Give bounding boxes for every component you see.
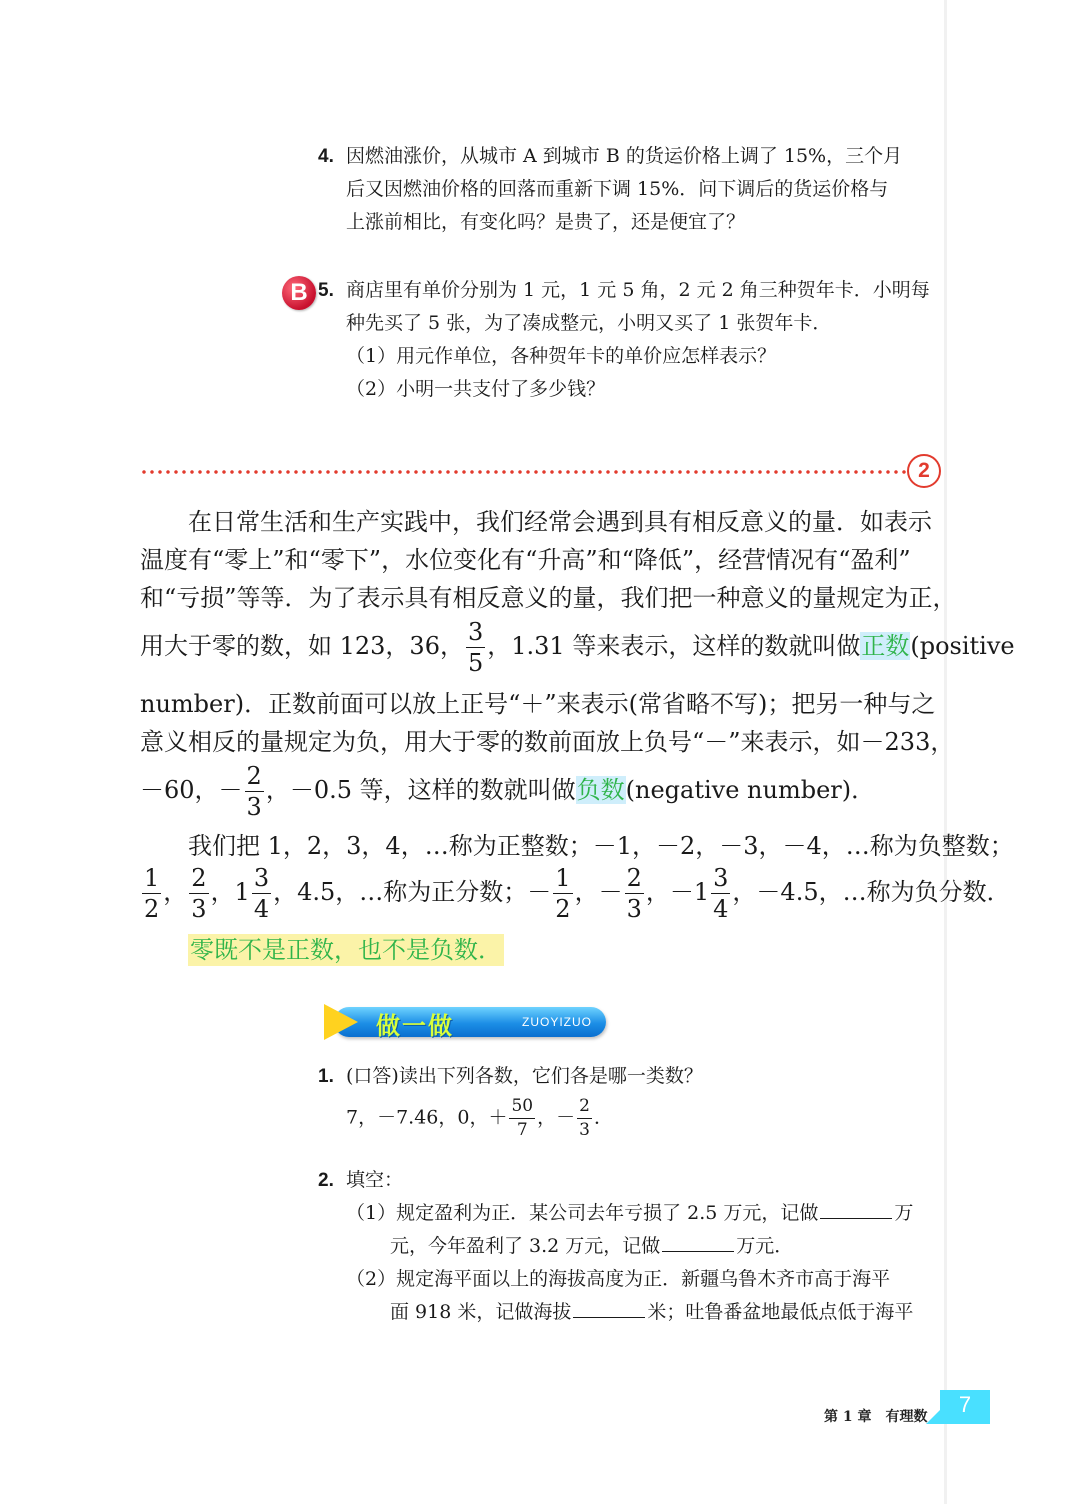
- fraction: [245, 764, 264, 819]
- text-run: 万: [894, 1202, 914, 1224]
- text-run: ，1: [210, 878, 250, 906]
- paragraph-line: 温度有“零上”和“零下”，水位变化有“升高”和“降低”，经营情况有“盈利”: [140, 546, 911, 574]
- text-run: ，－: [537, 1106, 576, 1129]
- denominator: 4: [253, 895, 270, 923]
- exercise-text: 种先买了 5 张，为了凑成整元，小明又买了 1 张贺年卡．: [346, 312, 832, 334]
- denominator: 4: [713, 895, 729, 923]
- exercise-subquestion: （1）用元作单位，各种贺年卡的单价应怎样表示？: [346, 345, 777, 367]
- activity-question-1: [318, 1060, 946, 1093]
- text-run: ，1.31 等来表示，这样的数就叫做: [487, 632, 861, 660]
- text-run: ，: [163, 878, 188, 906]
- text-run: 用大于零的数，如 123，36，: [140, 632, 464, 660]
- page-tab-wedge: [926, 1410, 940, 1424]
- key-statement: [188, 930, 994, 965]
- denominator: 3: [626, 895, 642, 923]
- fraction: [711, 866, 730, 921]
- fraction: [553, 866, 572, 921]
- exercise-subquestion: （2）小明一共支付了多少钱？: [346, 378, 606, 400]
- running-footer: [824, 1406, 942, 1426]
- paragraph-line: number)．正数前面可以放上正号“＋”来表示(常省略不写)；把另一种与之: [140, 690, 936, 718]
- paragraph-line: 意义相反的量规定为负，用大于零的数前面放上负号“－”来表示，如－233，: [140, 728, 955, 756]
- banner-subtitle: ZUOYIZUO: [522, 1015, 592, 1029]
- answer-blank[interactable]: [820, 1217, 892, 1219]
- numerator: 50: [511, 1096, 534, 1116]
- text-run: －60，－: [140, 776, 243, 804]
- text-run: ．: [593, 1106, 613, 1129]
- numerator: 3: [713, 864, 729, 892]
- numerator: 2: [246, 762, 262, 790]
- term-negative-number: 负数: [576, 776, 625, 804]
- exercise-text: 后又因燃油价格的回落而重新下调 15%．问下调后的货运价格与: [346, 178, 889, 200]
- text-run: 面 918 米，记做海拔: [390, 1301, 572, 1323]
- chapter-label: 第 1 章: [824, 1409, 872, 1425]
- subquestion-line: [318, 1230, 946, 1263]
- exercise-5: [318, 274, 946, 406]
- paragraph-line: 在日常生活和生产实践中，我们经常会遇到具有相反意义的量．如表示: [188, 508, 932, 536]
- denominator: 2: [144, 895, 160, 923]
- exercise-text: 上涨前相比，有变化吗？是贵了，还是便宜了？: [346, 211, 746, 233]
- denominator: 3: [191, 895, 207, 923]
- denominator: 3: [579, 1120, 590, 1140]
- text-run: (positive: [910, 632, 1015, 660]
- exercise-4: [318, 140, 946, 239]
- term-positive-number: 正数: [861, 632, 910, 660]
- subquestion-line: [318, 1296, 946, 1329]
- section-number: 2: [907, 454, 941, 488]
- level-b-badge: B: [282, 276, 316, 310]
- numerator: 2: [579, 1096, 590, 1116]
- text-run: 万元．: [736, 1235, 794, 1257]
- activity-values: [346, 1098, 974, 1139]
- fraction: [625, 866, 644, 921]
- numerator: 3: [253, 864, 270, 892]
- answer-blank[interactable]: [573, 1316, 645, 1318]
- numerator: 1: [144, 864, 160, 892]
- text-run: （1）规定盈利为正．某公司去年亏损了 2.5 万元，记做: [346, 1202, 819, 1224]
- banner-title: 做一做: [376, 1012, 454, 1040]
- activity-banner: [324, 1004, 608, 1040]
- paragraph-line: [140, 764, 946, 819]
- denominator: 5: [467, 649, 484, 677]
- fraction: [509, 1098, 535, 1139]
- fraction: [466, 620, 485, 675]
- activity-question-2: [318, 1164, 946, 1329]
- text-run: ，－1: [645, 878, 710, 906]
- paragraph-line: 我们把 1，2，3，4，…称为正整数；－1，－2，－3，－4，…称为负整数；: [188, 832, 1014, 860]
- chapter-title: 有理数: [885, 1409, 928, 1425]
- text-run: ，－0.5 等，这样的数就叫做: [265, 776, 576, 804]
- section-divider: [140, 470, 908, 474]
- answer-blank[interactable]: [662, 1250, 734, 1252]
- paragraph-line: [140, 864, 1011, 923]
- text-run: ，4.5，…称为正分数；－: [273, 878, 552, 906]
- denominator: 7: [509, 1118, 535, 1139]
- play-arrow-icon: [324, 1004, 358, 1040]
- exercise-text: 商店里有单价分别为 1 元，1 元 5 角，2 元 2 角三种贺年卡．小明每: [346, 279, 930, 301]
- fraction: [142, 866, 161, 921]
- paragraph-line: [140, 618, 1015, 677]
- fraction: [577, 1098, 592, 1139]
- numerator: 3: [467, 618, 484, 646]
- subquestion-line: （2）规定海平面以上的海拔高度为正．新疆乌鲁木齐市高于海平: [346, 1268, 891, 1290]
- exercise-text: 因燃油涨价，从城市 A 到城市 B 的货运价格上调了 15%，三个月: [346, 145, 903, 167]
- text-run: 7，－7.46，0，＋: [346, 1106, 508, 1129]
- denominator: 3: [246, 793, 262, 821]
- subquestion-line: [318, 1197, 946, 1230]
- text-run: 米；吐鲁番盆地最低点低于海平: [647, 1301, 914, 1323]
- text-run: ，－4.5，…称为负分数．: [732, 878, 1011, 906]
- text-run: 元，今年盈利了 3.2 万元，记做: [390, 1235, 661, 1257]
- fraction: [252, 866, 271, 921]
- paragraph-line: 和“亏损”等等．为了表示具有相反意义的量，我们把一种意义的量规定为正，: [140, 584, 957, 612]
- question-text: (口答)读出下列各数，它们各是哪一类数？: [346, 1065, 703, 1087]
- question-text: 填空：: [346, 1169, 404, 1191]
- page-number: 7: [940, 1390, 990, 1424]
- exercise-number: 4.: [318, 146, 334, 167]
- question-number: 2.: [318, 1170, 334, 1191]
- text-run: ，－: [574, 878, 623, 906]
- denominator: 2: [555, 895, 571, 923]
- highlighted-statement: 零既不是正数，也不是负数．: [190, 936, 502, 964]
- fraction: [189, 866, 208, 921]
- text-run: (negative number)．: [625, 776, 876, 804]
- numerator: 2: [626, 864, 642, 892]
- question-number: 1.: [318, 1066, 334, 1087]
- numerator: 2: [191, 864, 207, 892]
- exercise-number: 5.: [318, 280, 334, 301]
- numerator: 1: [555, 864, 571, 892]
